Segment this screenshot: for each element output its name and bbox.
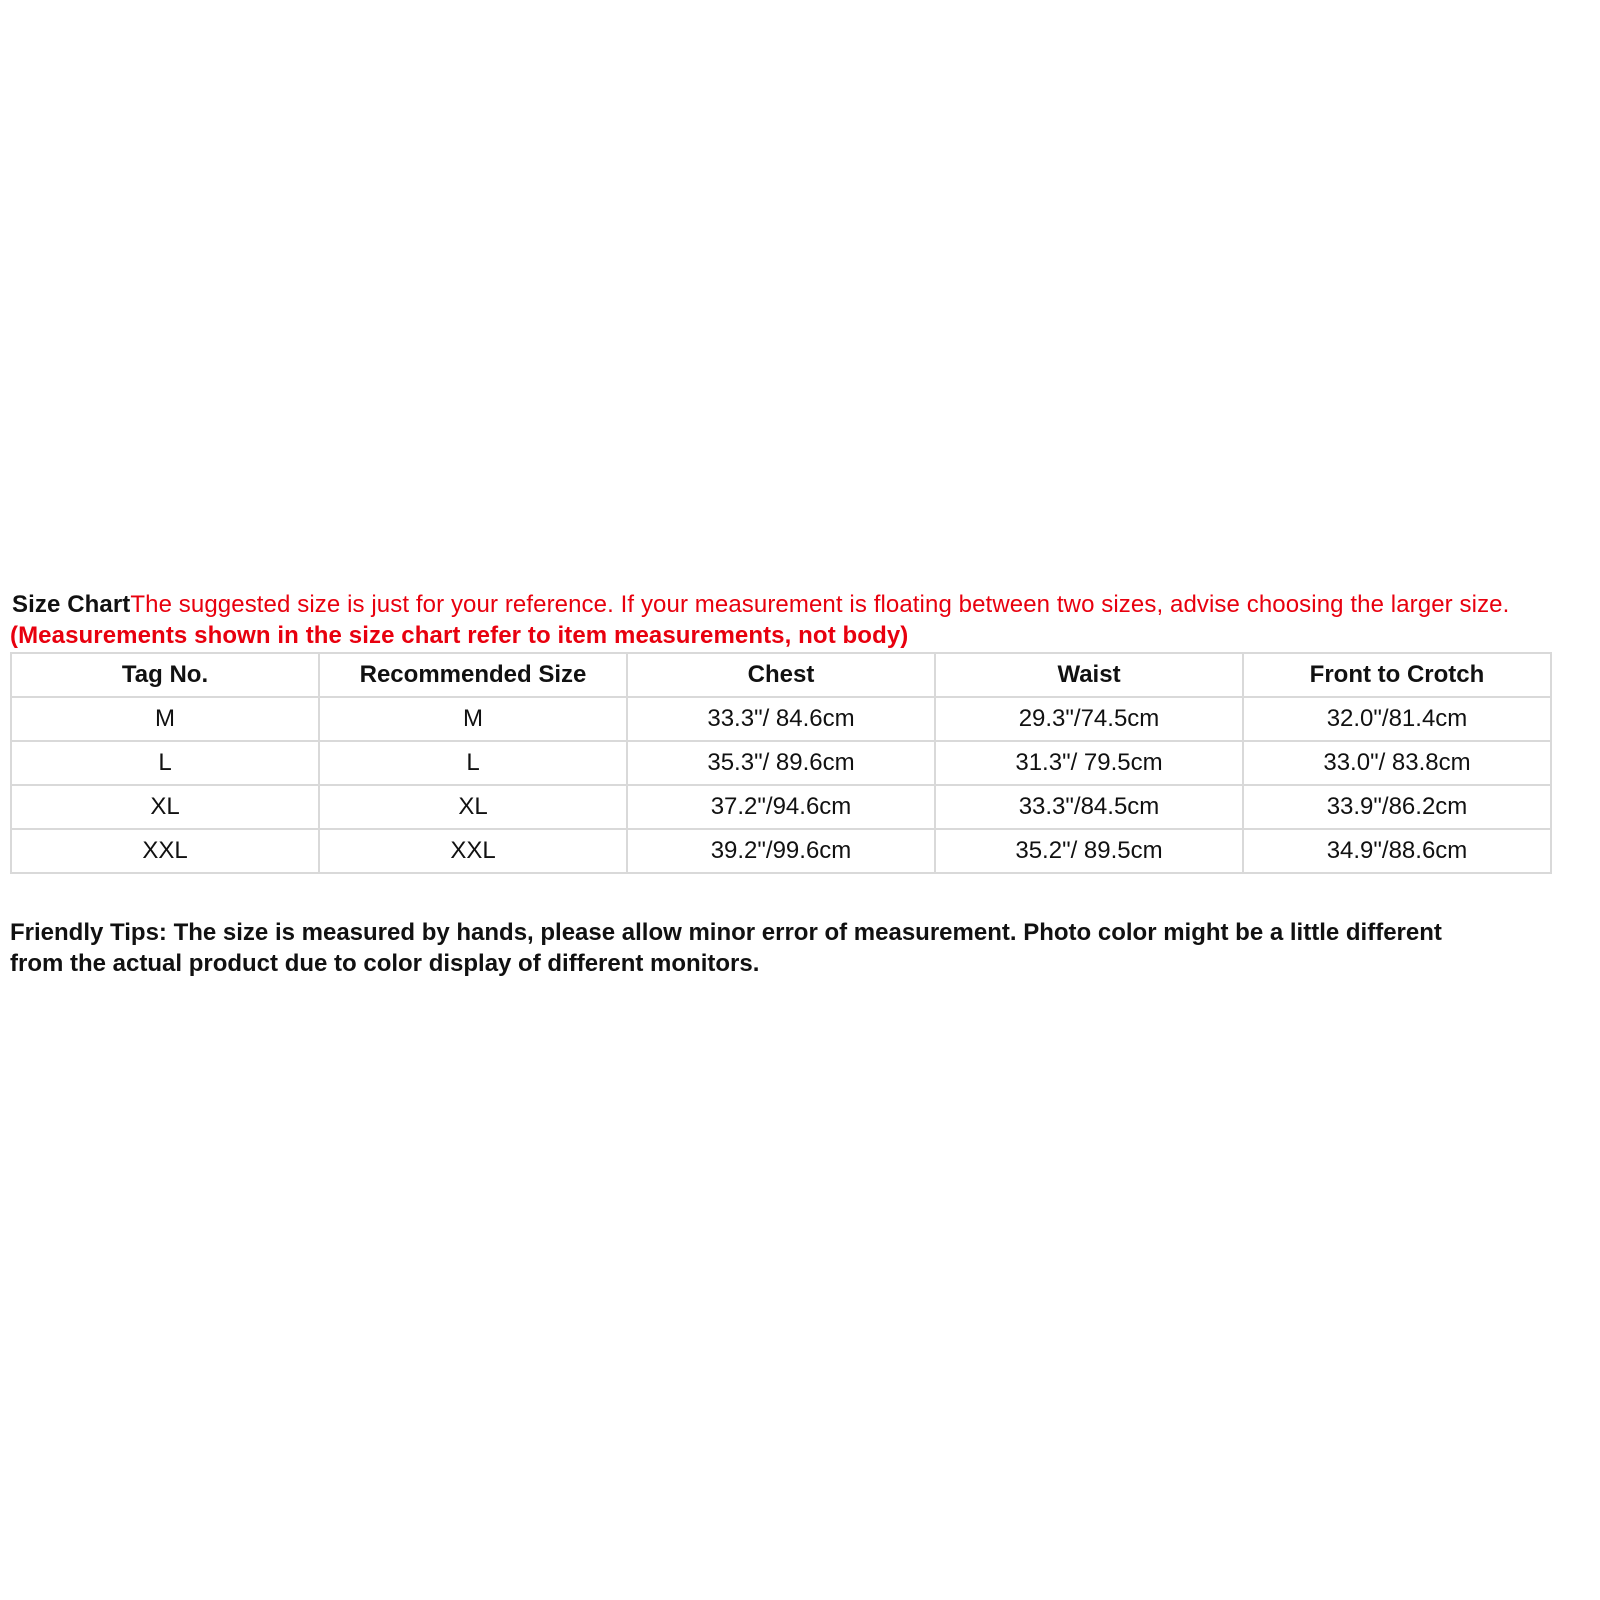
cell-front-to-crotch: 33.9"/86.2cm [1243, 785, 1551, 829]
header-recommended-size: Recommended Size [319, 653, 627, 697]
cell-chest: 37.2"/94.6cm [627, 785, 935, 829]
table-row [11, 829, 1551, 873]
cell-tag-no: M [11, 697, 319, 741]
size-chart-title: Size Chart [12, 591, 131, 618]
size-suggestion-text: The suggested size is just for your reference. If your measurement is floating between two sizes, advise choosing the larger size. [130, 591, 1510, 618]
cell-front-to-crotch: 33.0"/ 83.8cm [1243, 741, 1551, 785]
header-chest: Chest [627, 653, 935, 697]
cell-tag-no: L [11, 741, 319, 785]
size-table [10, 652, 1552, 874]
cell-chest: 33.3"/ 84.6cm [627, 697, 935, 741]
cell-chest: 35.3"/ 89.6cm [627, 741, 935, 785]
cell-tag-no: XL [11, 785, 319, 829]
cell-waist: 29.3"/74.5cm [935, 697, 1243, 741]
friendly-tips: Friendly Tips: The size is measured by hands, please allow minor error of measurement. Photo color might be a little different from the actual product due to color display of different monitors. [10, 919, 1442, 977]
cell-recommended-size: XXL [319, 829, 627, 873]
cell-recommended-size: L [319, 741, 627, 785]
cell-chest: 39.2"/99.6cm [627, 829, 935, 873]
cell-recommended-size: M [319, 697, 627, 741]
header-waist: Waist [935, 653, 1243, 697]
cell-front-to-crotch: 34.9"/88.6cm [1243, 829, 1551, 873]
cell-tag-no: XXL [11, 829, 319, 873]
cell-waist: 33.3"/84.5cm [935, 785, 1243, 829]
table-row [11, 741, 1551, 785]
cell-waist: 35.2"/ 89.5cm [935, 829, 1243, 873]
measurement-note: (Measurements shown in the size chart refer to item measurements, not body) [10, 622, 909, 649]
header-tag-no: Tag No. [11, 653, 319, 697]
size-chart-intro [10, 589, 1552, 651]
header-front-to-crotch: Front to Crotch [1243, 653, 1551, 697]
cell-front-to-crotch: 32.0"/81.4cm [1243, 697, 1551, 741]
table-row [11, 697, 1551, 741]
table-row [11, 785, 1551, 829]
size-chart-document [10, 589, 1552, 979]
cell-recommended-size: XL [319, 785, 627, 829]
table-header-row [11, 653, 1551, 697]
cell-waist: 31.3"/ 79.5cm [935, 741, 1243, 785]
